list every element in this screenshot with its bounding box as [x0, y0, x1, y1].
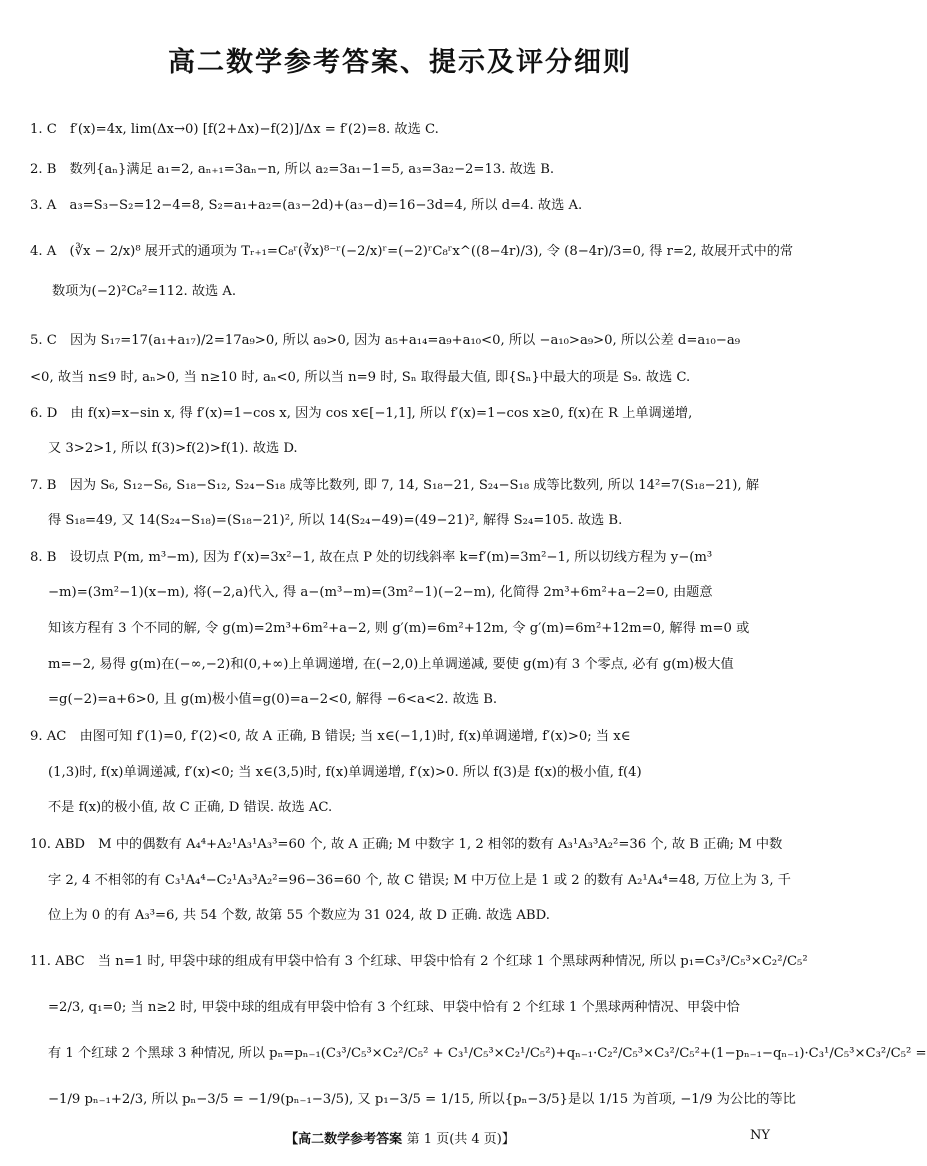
- answer-line-10-cont1: 字 2, 4 不相邻的有 C₃¹A₄⁴−C₂¹A₃³A₂²=96−36=60 个, 故 C 错误; M 中万位上是 1 或 2 的数有 A₂¹A₄⁴=48, 万位上为 3, 千: [48, 873, 791, 888]
- answer-line-11-cont3: −1/9 pₙ₋₁+2/3, 所以 pₙ−3/5 = −1/9(pₙ₋₁−3/5), 又 p₁−3/5 = 1/15, 所以{pₙ−3/5}是以 1/15 为首项, −1/9 为公比的等比: [48, 1092, 796, 1107]
- answer-line-10: 10. ABD M 中的偶数有 A₄⁴+A₂¹A₃¹A₃³=60 个, 故 A 正确; M 中数字 1, 2 相邻的数有 A₃¹A₃³A₂²=36 个, 故 B 正确; M 中数: [30, 837, 783, 852]
- answer-line-8-cont2: 知该方程有 3 个不同的解, 令 g(m)=2m³+6m²+a−2, 则 g′(m)=6m²+12m, 令 g′(m)=6m²+12m=0, 解得 m=0 或: [48, 621, 750, 636]
- answer-line-11-cont1: =2/3, q₁=0; 当 n≥2 时, 甲袋中球的组成有甲袋中恰有 3 个红球、甲袋中恰有 2 个红球 1 个黑球两种情况、甲袋中恰: [48, 1000, 740, 1015]
- answer-line-11: 11. ABC 当 n=1 时, 甲袋中球的组成有甲袋中恰有 3 个红球、甲袋中恰有 2 个红球 1 个黑球两种情况, 所以 p₁=C₃³/C₅³×C₂²/C₅²: [30, 954, 808, 969]
- answer-line-8-cont4: =g(−2)=a+6>0, 且 g(m)极小值=g(0)=a−2<0, 解得 −6<a<2. 故选 B.: [48, 692, 498, 707]
- answer-line-1: 1. C f′(x)=4x, lim(Δx→0) [f(2+Δx)−f(2)]/Δx = f′(2)=8. 故选 C.: [30, 122, 439, 137]
- answer-line-9-cont1: (1,3)时, f(x)单调递减, f′(x)<0; 当 x∈(3,5)时, f(x)单调递增, f′(x)>0. 所以 f(3)是 f(x)的极小值, f(4): [48, 765, 642, 780]
- answer-line-4-cont: 数项为(−2)²C₈²=112. 故选 A.: [52, 284, 237, 299]
- answer-line-8-cont1: −m)=(3m²−1)(x−m), 将(−2,a)代入, 得 a−(m³−m)=(3m²−1)(−2−m), 化简得 2m³+6m²+a−2=0, 由题意: [48, 585, 713, 600]
- answer-line-10-cont2: 位上为 0 的有 A₃³=6, 共 54 个数, 故第 55 个数应为 31 024, 故 D 正确. 故选 ABD.: [48, 908, 550, 923]
- answer-line-11-cont2: 有 1 个红球 2 个黑球 3 种情况, 所以 pₙ=pₙ₋₁(C₃³/C₅³×C₂²/C₅² + C₃¹/C₅³×C₂¹/C₅²)+qₙ₋₁·C₂²/C₅³×C₃²/C₅²+(1−pₙ₋₁−qₙ₋₁)·C₃¹/C₅³×C₃²/C₅² =: [48, 1046, 927, 1061]
- footer-code: NY: [750, 1128, 770, 1143]
- footer-label: 【高二数学参考答案: [285, 1132, 403, 1147]
- answer-line-6-cont: 又 3>2>1, 所以 f(3)>f(2)>f(1). 故选 D.: [48, 441, 298, 456]
- answer-line-5: 5. C 因为 S₁₇=17(a₁+a₁₇)/2=17a₉>0, 所以 a₉>0, 因为 a₅+a₁₄=a₉+a₁₀<0, 所以 −a₁₀>a₉>0, 所以公差 d=a₁₀−a₉: [30, 333, 741, 348]
- answer-line-4: 4. A (∛x − 2/x)⁸ 展开式的通项为 Tᵣ₊₁=C₈ʳ(∛x)⁸⁻ʳ(−2/x)ʳ=(−2)ʳC₈ʳx^((8−4r)/3), 令 (8−4r)/3=0, 得 r=2, 故展开式中的常: [30, 244, 794, 259]
- answer-line-8: 8. B 设切点 P(m, m³−m), 因为 f′(x)=3x²−1, 故在点 P 处的切线斜率 k=f′(m)=3m²−1, 所以切线方程为 y−(m³: [30, 550, 713, 565]
- answer-line-9: 9. AC 由图可知 f′(1)=0, f′(2)<0, 故 A 正确, B 错误; 当 x∈(−1,1)时, f(x)单调递增, f′(x)>0; 当 x∈: [30, 729, 631, 744]
- answer-line-9-cont2: 不是 f(x)的极小值, 故 C 正确, D 错误. 故选 AC.: [48, 800, 333, 815]
- page-title: 高二数学参考答案、提示及评分细则: [168, 47, 632, 78]
- answer-line-3: 3. A a₃=S₃−S₂=12−4=8, S₂=a₁+a₂=(a₃−2d)+(a₃−d)=16−3d=4, 所以 d=4. 故选 A.: [30, 198, 583, 213]
- answer-line-7: 7. B 因为 S₆, S₁₂−S₆, S₁₈−S₁₂, S₂₄−S₁₈ 成等比数列, 即 7, 14, S₁₈−21, S₂₄−S₁₈ 成等比数列, 所以 14²=7(S₁₈−21), 解: [30, 478, 760, 493]
- answer-line-5-cont: <0, 故当 n≤9 时, aₙ>0, 当 n≥10 时, aₙ<0, 所以当 n=9 时, Sₙ 取得最大值, 即{Sₙ}中最大的项是 S₉. 故选 C.: [30, 370, 691, 385]
- page-footer: [0, 1128, 800, 1147]
- answer-line-2: 2. B 数列{aₙ}满足 a₁=2, aₙ₊₁=3aₙ−n, 所以 a₂=3a₁−1=5, a₃=3a₂−2=13. 故选 B.: [30, 162, 555, 177]
- answer-line-8-cont3: m=−2, 易得 g(m)在(−∞,−2)和(0,+∞)上单调递增, 在(−2,0)上单调递减, 要使 g(m)有 3 个零点, 必有 g(m)极大值: [48, 657, 734, 672]
- answer-line-7-cont: 得 S₁₈=49, 又 14(S₂₄−S₁₈)=(S₁₈−21)², 所以 14(S₂₄−49)=(49−21)², 解得 S₂₄=105. 故选 B.: [48, 513, 623, 528]
- footer-page-number: 第 1 页(共 4 页)】: [406, 1132, 515, 1147]
- answer-line-6: 6. D 由 f(x)=x−sin x, 得 f′(x)=1−cos x, 因为 cos x∈[−1,1], 所以 f′(x)=1−cos x≥0, f(x)在 R 上单调递增,: [30, 406, 693, 421]
